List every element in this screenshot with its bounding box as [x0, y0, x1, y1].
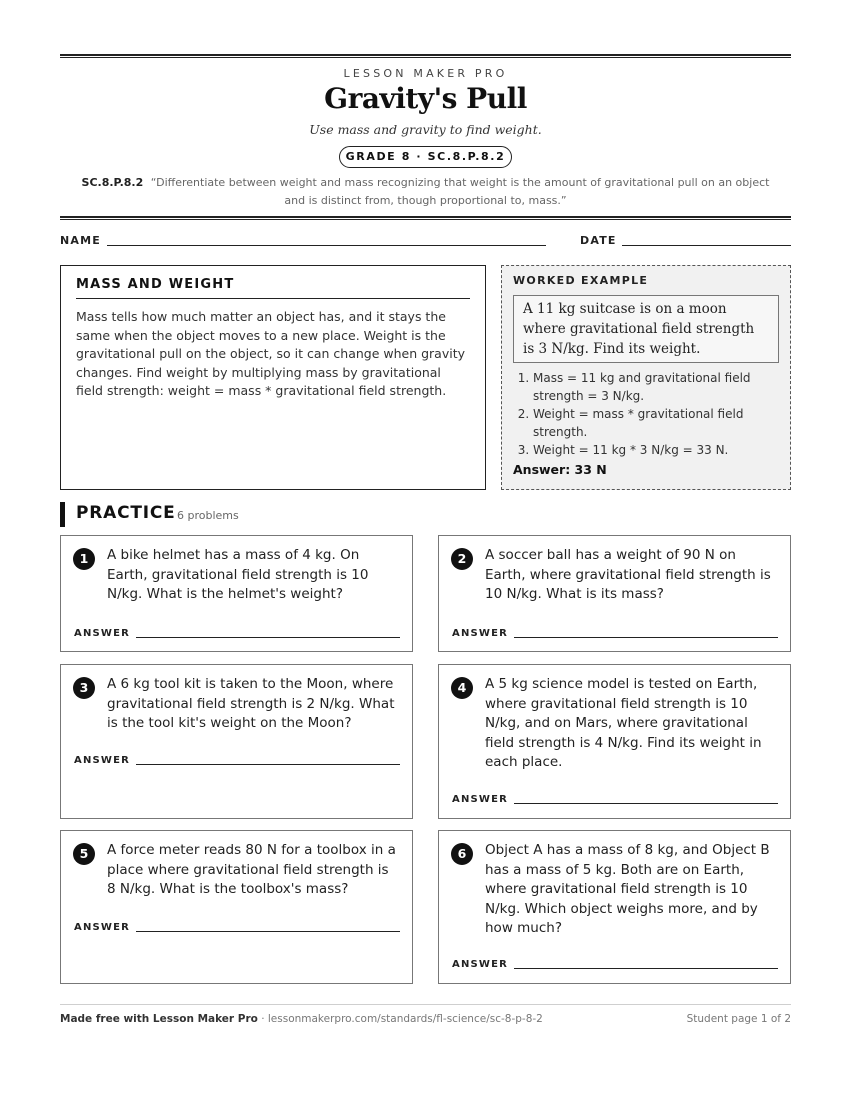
concept-heading: MASS AND WEIGHT: [76, 277, 470, 299]
standard-text: “Differentiate between weight and mass recognizing that weight is the amount of gravitational pull on an object and is distinct from, though proportional to, mass.”: [150, 176, 770, 207]
problem-text: A bike helmet has a mass of 4 kg. On Earth, gravitational field strength is 10 N/kg. What is the helmet's weight?: [107, 547, 369, 602]
brand-name: LESSON MAKER PRO: [343, 67, 508, 80]
example-step: 1. Mass = 11 kg and gravitational field strength = 3 N/kg.: [533, 369, 779, 405]
footer-divider: [60, 1004, 791, 1005]
problem-number: 1: [73, 548, 95, 570]
page-title: Gravity's Pull: [324, 82, 527, 115]
example-step: 2. Weight = mass * gravitational field strength.: [533, 405, 779, 441]
page-subtitle: Use mass and gravity to find weight.: [309, 122, 542, 137]
problem-text: Object A has a mass of 8 kg, and Object B has a mass of 5 kg. Both are on Earth, where gravitational field strength is 10 N/kg. Which object weighs more, and by how much?: [485, 842, 770, 936]
example-steps: [513, 369, 779, 459]
answer-field[interactable]: [514, 968, 778, 969]
footer-credit: [60, 1013, 543, 1025]
top-divider: [60, 54, 791, 58]
problem-number: 6: [451, 843, 473, 865]
footer-made-with: Made free with Lesson Maker Pro: [60, 1013, 258, 1025]
practice-title: PRACTICE: [76, 503, 176, 523]
answer-field[interactable]: [136, 637, 400, 638]
grade-badge: GRADE 8 · SC.8.P.8.2: [339, 146, 512, 168]
problem-card-5: [60, 830, 413, 984]
problem-number: 5: [73, 843, 95, 865]
header-divider: [60, 216, 791, 220]
concept-box: [60, 265, 486, 490]
problem-number: 3: [73, 677, 95, 699]
name-field[interactable]: [107, 245, 546, 246]
example-step: 3. Weight = 11 kg * 3 N/kg = 33 N.: [533, 441, 779, 459]
problem-card-1: [60, 535, 413, 652]
practice-accent-bar: [60, 502, 65, 527]
answer-field[interactable]: [136, 764, 400, 765]
answer-field[interactable]: [514, 637, 778, 638]
date-field[interactable]: [622, 245, 791, 246]
problem-card-4: [438, 664, 791, 819]
answer-label: ANSWER: [452, 794, 509, 805]
name-label: NAME: [60, 234, 101, 247]
answer-label: ANSWER: [74, 755, 131, 766]
problem-card-6: [438, 830, 791, 984]
standard-code: SC.8.P.8.2: [81, 176, 144, 189]
example-answer: Answer: 33 N: [513, 462, 607, 477]
problem-text: A force meter reads 80 N for a toolbox in a place where gravitational field strength is 8 N/kg. What is the toolbox's mass?: [107, 842, 396, 897]
footer-url[interactable]: · lessonmakerpro.com/standards/fl-science/sc-8-p-8-2: [257, 1013, 543, 1025]
practice-count: 6 problems: [177, 509, 239, 522]
example-heading: WORKED EXAMPLE: [513, 274, 649, 287]
problem-card-3: [60, 664, 413, 819]
problem-text: A soccer ball has a weight of 90 N on Earth, where gravitational field strength is 10 N/kg. What is its mass?: [485, 547, 771, 602]
answer-label: ANSWER: [74, 628, 131, 639]
answer-field[interactable]: [136, 931, 400, 932]
answer-field[interactable]: [514, 803, 778, 804]
answer-label: ANSWER: [452, 959, 509, 970]
problem-text: A 6 kg tool kit is taken to the Moon, where gravitational field strength is 2 N/kg. What is the tool kit's weight on the Moon?: [107, 676, 395, 731]
footer-page-number: Student page 1 of 2: [686, 1013, 791, 1025]
date-label: DATE: [580, 234, 617, 247]
standard-statement: [70, 174, 781, 210]
problem-card-2: [438, 535, 791, 652]
problem-number: 4: [451, 677, 473, 699]
worked-example-box: [501, 265, 791, 490]
concept-body: Mass tells how much matter an object has, and it stays the same when the object moves to a new place. Weight is the gravitational pull on the object, so it can change when gravity changes. Find weight by multiplying mass by gravitational field strength: weight = mass * gravitational field strength.: [76, 309, 466, 398]
answer-label: ANSWER: [452, 628, 509, 639]
answer-label: ANSWER: [74, 922, 131, 933]
problem-number: 2: [451, 548, 473, 570]
problem-text: A 5 kg science model is tested on Earth, where gravitational field strength is 10 N/kg, and on Mars, where gravitational field strength is 4 N/kg. Find its weight in each place.: [485, 676, 762, 770]
example-problem: A 11 kg suitcase is on a moon where gravitational field strength is 3 N/kg. Find its weight.: [513, 295, 779, 363]
